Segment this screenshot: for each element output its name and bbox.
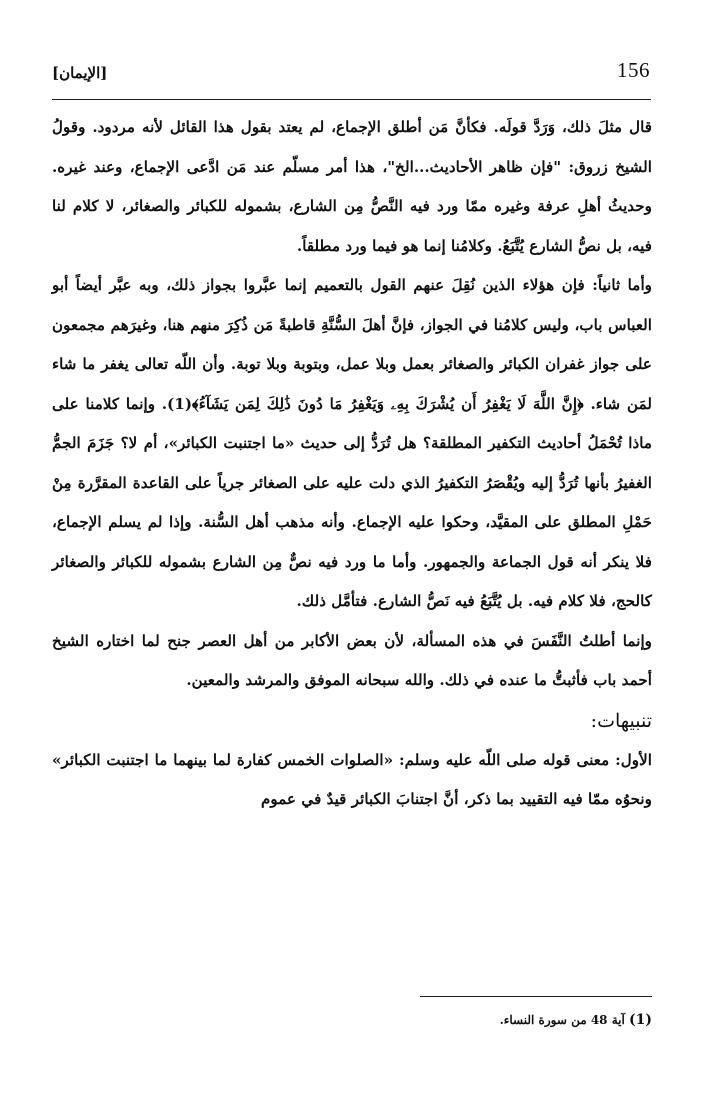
header-divider <box>52 99 651 100</box>
running-title: [الإيمان] <box>52 64 108 82</box>
main-text <box>52 108 652 820</box>
paragraph-text: معنى قوله صلى اللّه عليه وسلم: «الصلوات الخمس كفارة لما بينهما ما اجتنبت الكبائر» ونحوُه ممّا فيه التقييد بما ذكر، أنَّ اجتنابَ الكبائر قيدٌ في عموم <box>52 750 652 808</box>
page-header <box>52 56 652 96</box>
paragraph <box>52 741 652 820</box>
page-number: 156 <box>617 58 650 82</box>
paragraph: قال مثلَ ذلك، وَرَدَّ قولَه. فكأنَّ مَن أطلق الإجماع، لم يعتد بقول هذا القائل لأنه مردود. وقولُ الشيخ زروق: "فإن ظاهر الأحاديث...الخ"، هذا أمر مسلّم عند مَن ادَّعى الإجماع، وعند غيره. وحديثُ أهلِ عرفة وغيره ممّا ورد فيه النَّصُّ مِن الشارع، بشموله للكبائر والصغائر، لا كلام لنا فيه، بل نصُّ الشارع يُتَّبَعُ. وكلامُنا إنما هو فيما ورد مطلقاً. <box>52 118 652 255</box>
paragraph: وإنما أطلتُ النَّفَسَ في هذه المسألة، لأن بعض الأكابر من أهل العصر جنح لما اختاره الشيخ أحمد باب فأثبتُّ ما عنده في ذلك. والله سبحانه الموفق والمرشد والمعين. <box>52 631 652 689</box>
paragraph: وأما ثانياً: فإن هؤلاء الذين نُقِلَ عنهم القول بالتعميم إنما عبَّروا بجواز ذلك، وبه عبَّر أيضاً أبو العباس باب، وليس كلامُنا في الجواز، فإنَّ أهلَ السُّنَّةِ قاطبةً مَن ذُكِرَ منهم هنا، وغيرَهم مجمعون على جواز غفران الكبائر والصغائر بعمل وبلا عمل، وبتوبة وبلا توبة. وأن اللّه تعالى يغفر ما شاء لمَن شاء. ﴿إِنَّ اللَّهَ لَا يَغْفِرُ أَن يُشْرَكَ بِهِۦ وَيَغْفِرُ مَا دُونَ ذَٰلِكَ لِمَن يَشَآءُ﴾(1). وإنما كلامنا على ماذا تُحْمَلُ أحاديث التكفير المطلقة؟ هل تُرَدُّ إلى حديث «ما اجتنبت الكبائر»، أم لا؟ جَزَمَ الجمُّ الغفيرُ بأنها تُرَدُّ إليه ويُقْصَرُ التكفيرُ الذي دلت عليه على الصغائر جرياً على القاعدة المقرَّرة مِنْ حَمْلِ المطلق على المقيَّد، وحكوا عليه الإجماع. وأنه مذهب أهل السُّنة. وإذا لم يسلم الإجماع، فلا ينكر أنه قول الجماعة والجمهور. وأما ما ورد فيه نصٌّ مِن الشارع بشموله للكبائر والصغائر كالحج، فلا كلام فيه. بل يُتَّبَعُ فيه نَصُّ الشارع. فتأمَّل ذلك. <box>52 276 652 610</box>
footnote <box>52 1012 652 1028</box>
footnote-number: (1) <box>629 1012 652 1028</box>
footnote-text: آية 48 من سورة النساء. <box>499 1013 625 1027</box>
paragraph-lead: الأول: <box>615 750 652 769</box>
section-heading: تنبيهات: <box>590 709 652 732</box>
footnote-divider <box>420 996 652 997</box>
